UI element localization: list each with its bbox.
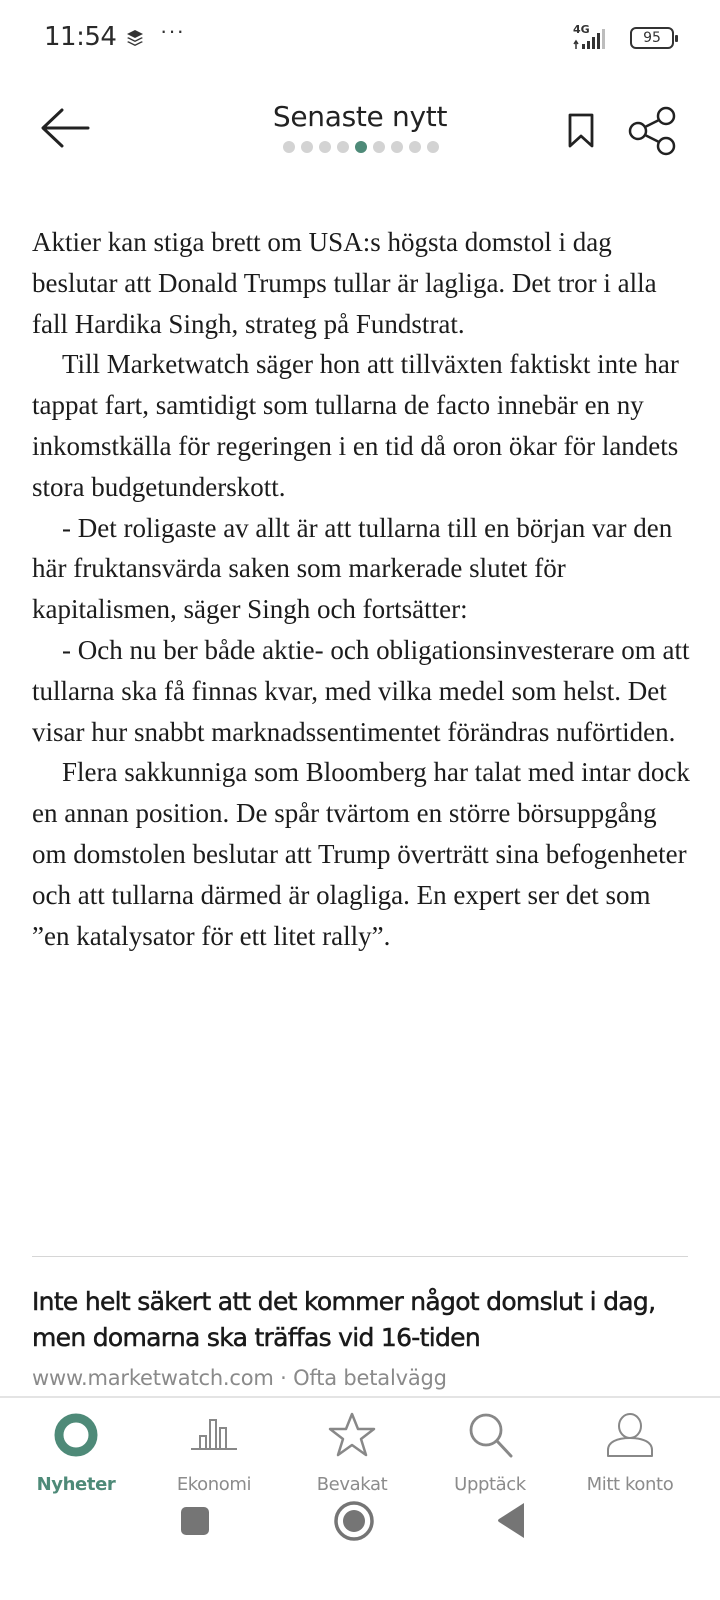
nav-tab-nyheter[interactable] xyxy=(6,1398,146,1508)
page-dot xyxy=(427,141,439,153)
article-paragraph: - Och nu ber både aktie- och obligationsinvesterare om att tullarna ska få finnas kvar, med vilka medel som helst. Det visar hur snabbt marknadssentimentet förändras nuförtiden. xyxy=(32,634,690,747)
search-icon xyxy=(465,1410,515,1460)
system-navigation-bar xyxy=(0,1506,720,1600)
bookmark-button[interactable] xyxy=(566,113,596,149)
nav-label: Ekonomi xyxy=(176,1474,252,1495)
nav-tab-bevakat[interactable] xyxy=(282,1398,422,1508)
layers-icon xyxy=(126,29,144,47)
page-dot xyxy=(391,141,403,153)
page-title: Senaste nytt xyxy=(272,100,448,133)
page-dot-active xyxy=(355,141,367,153)
article-paragraph: - Det roligaste av allt är att tullarna till en början var den här fruktansvärda saken som markerade slutet för kapitalismen, säger Singh och fortsätter: xyxy=(32,512,673,625)
app-header xyxy=(0,80,720,180)
home-button[interactable] xyxy=(333,1500,375,1542)
nav-tab-mitt-konto[interactable] xyxy=(560,1398,700,1508)
status-bar xyxy=(0,0,720,80)
nav-label: Bevakat xyxy=(316,1474,388,1495)
bottom-navigation xyxy=(0,1396,720,1506)
page-dot xyxy=(301,141,313,153)
article-paragraph: Aktier kan stiga brett om USA:s högsta domstol i dag beslutar att Donald Trumps tullar är lagliga. Det tror i alla fall Hardika Singh, strateg på Fundstrat. xyxy=(32,227,657,339)
related-link[interactable] xyxy=(32,1284,692,1390)
nav-label: Nyheter xyxy=(36,1474,116,1495)
share-button[interactable] xyxy=(628,106,678,156)
signal-icon: 4G xyxy=(573,25,621,51)
related-link-title[interactable]: Inte helt säkert att det kommer något domslut i dag, men domarna ska träffas vid 16-tiden xyxy=(32,1287,656,1352)
page-dot xyxy=(283,141,295,153)
bar-chart-icon xyxy=(189,1410,239,1460)
battery-indicator: 95 xyxy=(630,27,674,49)
page-indicator xyxy=(283,141,439,153)
recent-apps-button[interactable] xyxy=(180,1506,210,1538)
user-icon xyxy=(605,1410,655,1460)
page-dot xyxy=(337,141,349,153)
nav-label: Upptäck xyxy=(454,1474,526,1495)
page-dot xyxy=(319,141,331,153)
back-system-button[interactable] xyxy=(496,1502,526,1540)
article-body xyxy=(32,222,692,956)
article-paragraph: Till Marketwatch säger hon att tillväxten faktiskt inte har tappat fart, samtidigt som tullarna de facto innebär en ny inkomstkälla för regeringen i en tid då oron ökar för landets stora budgetunderskott. xyxy=(32,349,679,502)
status-time: 11:54 xyxy=(44,22,117,52)
page-dot xyxy=(409,141,421,153)
more-notifications-icon: ··· xyxy=(160,18,185,43)
related-link-source: www.marketwatch.com · Ofta betalvägg xyxy=(32,1366,447,1390)
nav-label: Mitt konto xyxy=(586,1474,674,1495)
page-dot xyxy=(373,141,385,153)
nav-tab-upptack[interactable] xyxy=(420,1398,560,1508)
article-paragraph: Flera sakkunniga som Bloomberg har talat med intar dock en annan position. De spår tvärtom en större börsuppgång om domstolen beslutar att Trump överträtt sina befogenheter och att tullarna därmed är olagliga. En expert ser det som ”en katalysator för ett litet rally”. xyxy=(32,757,690,951)
nav-tab-ekonomi[interactable] xyxy=(144,1398,284,1508)
star-icon xyxy=(327,1410,377,1460)
ring-icon xyxy=(51,1410,101,1460)
divider xyxy=(32,1256,688,1257)
